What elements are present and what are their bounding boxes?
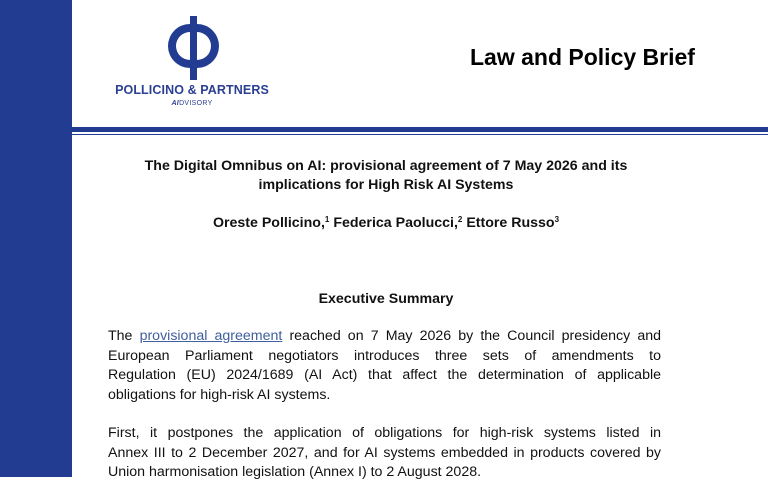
- footnote-ref[interactable]: 2: [457, 215, 463, 224]
- header-rule-thin: [72, 134, 768, 135]
- author-list: [110, 215, 662, 231]
- footnote-ref[interactable]: 1: [324, 215, 330, 224]
- header-rule: [72, 127, 768, 132]
- summary-paragraph: First, it postpones the application of obligations for high-risk systems listed in Annex III to 2 December 2027, and for AI systems embedded in products covered by Union harmonisation legislation (Annex I) to 2 August 2028.: [108, 425, 661, 480]
- author-name: Oreste Pollicino,: [212, 215, 325, 231]
- logo-name: POLLICINO & PARTNERS: [115, 83, 269, 97]
- summary-paragraph: The provisional agreement reached on 7 May 2026 by the Council presidency and European Parliament negotiators introduces three sets of amendments to Regulation (EU) 2024/1689 (AI Act) that affect the determination of applicable obligations for high-risk AI systems.: [108, 328, 661, 403]
- firm-logo: [112, 16, 272, 112]
- logo-subtitle: AIDVISORY: [171, 100, 213, 107]
- footnote-ref[interactable]: 3: [554, 215, 560, 224]
- author-name: Federica Paolucci,: [333, 215, 458, 231]
- author-name: Ettore Russo: [466, 215, 555, 231]
- logo-mark-icon: [164, 16, 222, 80]
- brief-title: Law and Policy Brief: [470, 44, 695, 70]
- executive-summary-heading: Executive Summary: [318, 291, 454, 307]
- left-accent-bar: [0, 0, 72, 477]
- provisional-agreement-link[interactable]: provisional agreement: [139, 328, 283, 344]
- document-title: The Digital Omnibus on AI: provisional agreement of 7 May 2026 and its implications for High Risk AI Systems: [144, 158, 628, 193]
